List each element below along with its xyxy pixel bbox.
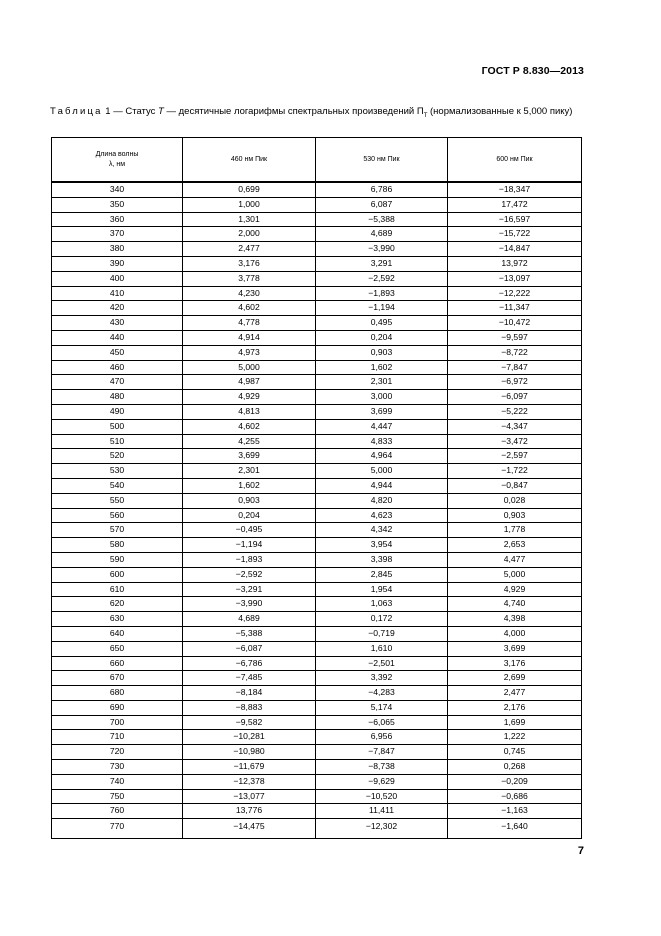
cell-600nm: −11,347 bbox=[448, 301, 582, 316]
cell-530nm: 1,610 bbox=[316, 641, 448, 656]
cell-600nm: 4,000 bbox=[448, 626, 582, 641]
cell-530nm: −1,893 bbox=[316, 286, 448, 301]
table-row bbox=[52, 330, 582, 345]
cell-530nm: −10,520 bbox=[316, 789, 448, 804]
cell-530nm: 3,954 bbox=[316, 538, 448, 553]
cell-wavelength: 370 bbox=[52, 227, 183, 242]
cell-wavelength: 390 bbox=[52, 256, 183, 271]
cell-530nm: −7,847 bbox=[316, 745, 448, 760]
cell-530nm: 3,392 bbox=[316, 671, 448, 686]
cell-wavelength: 580 bbox=[52, 538, 183, 553]
table-row bbox=[52, 197, 582, 212]
table-row bbox=[52, 242, 582, 257]
cell-600nm: 4,398 bbox=[448, 612, 582, 627]
cell-460nm: −2,592 bbox=[183, 567, 316, 582]
cell-600nm: −8,722 bbox=[448, 345, 582, 360]
cell-600nm: 4,929 bbox=[448, 582, 582, 597]
caption-number: 1 — Статус bbox=[102, 106, 159, 117]
cell-530nm: 6,786 bbox=[316, 182, 448, 197]
cell-460nm: 1,602 bbox=[183, 478, 316, 493]
cell-600nm: −1,640 bbox=[448, 819, 582, 839]
cell-460nm: −11,679 bbox=[183, 760, 316, 775]
cell-530nm: 4,820 bbox=[316, 493, 448, 508]
cell-460nm: 3,176 bbox=[183, 256, 316, 271]
cell-460nm: 4,987 bbox=[183, 375, 316, 390]
cell-530nm: 2,301 bbox=[316, 375, 448, 390]
cell-wavelength: 730 bbox=[52, 760, 183, 775]
table-row bbox=[52, 804, 582, 819]
cell-600nm: 0,268 bbox=[448, 760, 582, 775]
cell-wavelength: 560 bbox=[52, 508, 183, 523]
table-row bbox=[52, 434, 582, 449]
cell-530nm: 0,903 bbox=[316, 345, 448, 360]
table-row bbox=[52, 538, 582, 553]
cell-600nm: 2,653 bbox=[448, 538, 582, 553]
cell-wavelength: 750 bbox=[52, 789, 183, 804]
cell-600nm: −0,209 bbox=[448, 774, 582, 789]
cell-600nm: 1,222 bbox=[448, 730, 582, 745]
cell-460nm: 13,776 bbox=[183, 804, 316, 819]
cell-wavelength: 660 bbox=[52, 656, 183, 671]
cell-600nm: 2,477 bbox=[448, 686, 582, 701]
cell-460nm: 4,255 bbox=[183, 434, 316, 449]
header-600nm-peak: 600 нм Пик bbox=[448, 138, 582, 183]
cell-wavelength: 440 bbox=[52, 330, 183, 345]
cell-530nm: 1,063 bbox=[316, 597, 448, 612]
cell-600nm: −18,347 bbox=[448, 182, 582, 197]
cell-wavelength: 550 bbox=[52, 493, 183, 508]
cell-600nm: 13,972 bbox=[448, 256, 582, 271]
cell-530nm: 3,000 bbox=[316, 390, 448, 405]
cell-460nm: −12,378 bbox=[183, 774, 316, 789]
caption-label: Таблица bbox=[50, 106, 103, 117]
cell-600nm: −6,097 bbox=[448, 390, 582, 405]
cell-460nm: −3,291 bbox=[183, 582, 316, 597]
table-row bbox=[52, 256, 582, 271]
cell-460nm: −10,980 bbox=[183, 745, 316, 760]
cell-460nm: −7,485 bbox=[183, 671, 316, 686]
cell-wavelength: 610 bbox=[52, 582, 183, 597]
table-row bbox=[52, 760, 582, 775]
cell-530nm: −5,388 bbox=[316, 212, 448, 227]
cell-530nm: 5,000 bbox=[316, 464, 448, 479]
cell-600nm: −9,597 bbox=[448, 330, 582, 345]
table-row bbox=[52, 493, 582, 508]
cell-wavelength: 720 bbox=[52, 745, 183, 760]
cell-460nm: 4,602 bbox=[183, 419, 316, 434]
cell-600nm: −14,847 bbox=[448, 242, 582, 257]
table-row bbox=[52, 656, 582, 671]
cell-wavelength: 360 bbox=[52, 212, 183, 227]
cell-600nm: −0,686 bbox=[448, 789, 582, 804]
cell-600nm: 3,176 bbox=[448, 656, 582, 671]
cell-wavelength: 450 bbox=[52, 345, 183, 360]
cell-530nm: −1,194 bbox=[316, 301, 448, 316]
cell-600nm: −1,163 bbox=[448, 804, 582, 819]
cell-wavelength: 420 bbox=[52, 301, 183, 316]
cell-530nm: −6,065 bbox=[316, 715, 448, 730]
cell-600nm: −3,472 bbox=[448, 434, 582, 449]
cell-530nm: 6,956 bbox=[316, 730, 448, 745]
cell-600nm: 4,477 bbox=[448, 552, 582, 567]
cell-600nm: −1,722 bbox=[448, 464, 582, 479]
cell-530nm: 0,495 bbox=[316, 316, 448, 331]
cell-530nm: −2,501 bbox=[316, 656, 448, 671]
table-row bbox=[52, 715, 582, 730]
cell-wavelength: 500 bbox=[52, 419, 183, 434]
header-wavelength-line1: Длина волны bbox=[95, 150, 139, 158]
cell-600nm: −15,722 bbox=[448, 227, 582, 242]
cell-460nm: −1,194 bbox=[183, 538, 316, 553]
cell-600nm: −6,972 bbox=[448, 375, 582, 390]
cell-530nm: 1,954 bbox=[316, 582, 448, 597]
cell-530nm: −9,629 bbox=[316, 774, 448, 789]
table-row bbox=[52, 700, 582, 715]
cell-600nm: 2,176 bbox=[448, 700, 582, 715]
table-row bbox=[52, 345, 582, 360]
cell-530nm: 4,833 bbox=[316, 434, 448, 449]
cell-wavelength: 630 bbox=[52, 612, 183, 627]
cell-600nm: 4,740 bbox=[448, 597, 582, 612]
cell-600nm: 1,699 bbox=[448, 715, 582, 730]
cell-460nm: −0,495 bbox=[183, 523, 316, 538]
table-row bbox=[52, 360, 582, 375]
table-row bbox=[52, 404, 582, 419]
cell-wavelength: 600 bbox=[52, 567, 183, 582]
cell-530nm: 4,623 bbox=[316, 508, 448, 523]
cell-600nm: 5,000 bbox=[448, 567, 582, 582]
table-row bbox=[52, 375, 582, 390]
table-row bbox=[52, 390, 582, 405]
cell-600nm: −16,597 bbox=[448, 212, 582, 227]
cell-wavelength: 700 bbox=[52, 715, 183, 730]
cell-530nm: 4,944 bbox=[316, 478, 448, 493]
spectral-products-table bbox=[51, 137, 582, 839]
cell-460nm: 0,699 bbox=[183, 182, 316, 197]
cell-600nm: −13,097 bbox=[448, 271, 582, 286]
cell-460nm: 1,000 bbox=[183, 197, 316, 212]
cell-530nm: −3,990 bbox=[316, 242, 448, 257]
cell-530nm: −4,283 bbox=[316, 686, 448, 701]
cell-460nm: 2,000 bbox=[183, 227, 316, 242]
cell-wavelength: 510 bbox=[52, 434, 183, 449]
table-row bbox=[52, 730, 582, 745]
cell-wavelength: 340 bbox=[52, 182, 183, 197]
table-row bbox=[52, 626, 582, 641]
table-row bbox=[52, 449, 582, 464]
cell-530nm: 4,964 bbox=[316, 449, 448, 464]
cell-530nm: 6,087 bbox=[316, 197, 448, 212]
cell-530nm: 1,602 bbox=[316, 360, 448, 375]
document-standard-header: ГОСТ Р 8.830—2013 bbox=[481, 65, 584, 77]
cell-600nm: 17,472 bbox=[448, 197, 582, 212]
cell-600nm: −0,847 bbox=[448, 478, 582, 493]
cell-460nm: −8,184 bbox=[183, 686, 316, 701]
cell-wavelength: 740 bbox=[52, 774, 183, 789]
cell-460nm: 2,477 bbox=[183, 242, 316, 257]
table-row bbox=[52, 789, 582, 804]
header-wavelength-line2: λ, нм bbox=[108, 160, 126, 168]
caption-status: T bbox=[158, 106, 164, 117]
cell-wavelength: 650 bbox=[52, 641, 183, 656]
cell-wavelength: 760 bbox=[52, 804, 183, 819]
table-row bbox=[52, 582, 582, 597]
cell-530nm: −2,592 bbox=[316, 271, 448, 286]
cell-wavelength: 490 bbox=[52, 404, 183, 419]
cell-600nm: 0,903 bbox=[448, 508, 582, 523]
cell-600nm: 2,699 bbox=[448, 671, 582, 686]
cell-460nm: 0,903 bbox=[183, 493, 316, 508]
cell-460nm: 2,301 bbox=[183, 464, 316, 479]
cell-530nm: 4,447 bbox=[316, 419, 448, 434]
cell-460nm: −14,475 bbox=[183, 819, 316, 839]
table-row bbox=[52, 478, 582, 493]
cell-wavelength: 480 bbox=[52, 390, 183, 405]
cell-wavelength: 680 bbox=[52, 686, 183, 701]
cell-530nm: 0,204 bbox=[316, 330, 448, 345]
cell-460nm: 5,000 bbox=[183, 360, 316, 375]
table-row bbox=[52, 612, 582, 627]
cell-600nm: −4,347 bbox=[448, 419, 582, 434]
table-caption bbox=[50, 105, 585, 123]
cell-460nm: −10,281 bbox=[183, 730, 316, 745]
cell-wavelength: 620 bbox=[52, 597, 183, 612]
cell-460nm: −6,786 bbox=[183, 656, 316, 671]
cell-530nm: 11,411 bbox=[316, 804, 448, 819]
header-460nm-peak: 460 нм Пик bbox=[183, 138, 316, 183]
table-header-row bbox=[52, 138, 582, 183]
cell-460nm: 1,301 bbox=[183, 212, 316, 227]
caption-subscript: T bbox=[423, 112, 428, 119]
cell-530nm: 3,291 bbox=[316, 256, 448, 271]
table-row bbox=[52, 464, 582, 479]
cell-530nm: 3,699 bbox=[316, 404, 448, 419]
caption-tail: (нормализованные к 5,000 пику) bbox=[427, 106, 573, 117]
table-row bbox=[52, 182, 582, 197]
cell-wavelength: 460 bbox=[52, 360, 183, 375]
cell-460nm: 4,689 bbox=[183, 612, 316, 627]
cell-530nm: 5,174 bbox=[316, 700, 448, 715]
cell-wavelength: 640 bbox=[52, 626, 183, 641]
table-row bbox=[52, 523, 582, 538]
cell-460nm: −5,388 bbox=[183, 626, 316, 641]
cell-wavelength: 520 bbox=[52, 449, 183, 464]
table-row bbox=[52, 671, 582, 686]
cell-wavelength: 430 bbox=[52, 316, 183, 331]
table-body bbox=[52, 182, 582, 839]
cell-wavelength: 410 bbox=[52, 286, 183, 301]
cell-wavelength: 710 bbox=[52, 730, 183, 745]
table-row bbox=[52, 552, 582, 567]
cell-530nm: −8,738 bbox=[316, 760, 448, 775]
cell-wavelength: 570 bbox=[52, 523, 183, 538]
table-row bbox=[52, 301, 582, 316]
cell-460nm: 4,929 bbox=[183, 390, 316, 405]
page-number: 7 bbox=[577, 845, 584, 857]
cell-460nm: −1,893 bbox=[183, 552, 316, 567]
cell-600nm: −7,847 bbox=[448, 360, 582, 375]
cell-wavelength: 530 bbox=[52, 464, 183, 479]
cell-wavelength: 350 bbox=[52, 197, 183, 212]
cell-wavelength: 400 bbox=[52, 271, 183, 286]
table-row bbox=[52, 597, 582, 612]
table-row bbox=[52, 419, 582, 434]
cell-460nm: −8,883 bbox=[183, 700, 316, 715]
header-530nm-peak: 530 нм Пик bbox=[316, 138, 448, 183]
cell-wavelength: 470 bbox=[52, 375, 183, 390]
cell-530nm: 3,398 bbox=[316, 552, 448, 567]
cell-530nm: −0,719 bbox=[316, 626, 448, 641]
cell-530nm: 2,845 bbox=[316, 567, 448, 582]
cell-wavelength: 380 bbox=[52, 242, 183, 257]
cell-wavelength: 670 bbox=[52, 671, 183, 686]
cell-460nm: −3,990 bbox=[183, 597, 316, 612]
cell-wavelength: 540 bbox=[52, 478, 183, 493]
cell-460nm: −13,077 bbox=[183, 789, 316, 804]
cell-600nm: 1,778 bbox=[448, 523, 582, 538]
cell-460nm: 4,602 bbox=[183, 301, 316, 316]
cell-460nm: 3,778 bbox=[183, 271, 316, 286]
cell-600nm: −12,222 bbox=[448, 286, 582, 301]
cell-460nm: 3,699 bbox=[183, 449, 316, 464]
cell-530nm: 4,689 bbox=[316, 227, 448, 242]
header-wavelength bbox=[52, 138, 183, 183]
cell-460nm: −6,087 bbox=[183, 641, 316, 656]
table-row bbox=[52, 212, 582, 227]
table-row bbox=[52, 508, 582, 523]
cell-600nm: 3,699 bbox=[448, 641, 582, 656]
table-row bbox=[52, 774, 582, 789]
table-row bbox=[52, 271, 582, 286]
cell-600nm: −2,597 bbox=[448, 449, 582, 464]
table-row bbox=[52, 227, 582, 242]
table-row bbox=[52, 819, 582, 839]
cell-530nm: 4,342 bbox=[316, 523, 448, 538]
cell-wavelength: 690 bbox=[52, 700, 183, 715]
table-row bbox=[52, 745, 582, 760]
cell-530nm: −12,302 bbox=[316, 819, 448, 839]
cell-600nm: −10,472 bbox=[448, 316, 582, 331]
cell-600nm: 0,745 bbox=[448, 745, 582, 760]
cell-600nm: −5,222 bbox=[448, 404, 582, 419]
cell-460nm: 4,813 bbox=[183, 404, 316, 419]
cell-460nm: 0,204 bbox=[183, 508, 316, 523]
caption-text: — десятичные логарифмы спектральных произведений П bbox=[163, 106, 424, 117]
cell-600nm: 0,028 bbox=[448, 493, 582, 508]
table-row bbox=[52, 567, 582, 582]
cell-460nm: 4,778 bbox=[183, 316, 316, 331]
table-row bbox=[52, 286, 582, 301]
table-row bbox=[52, 316, 582, 331]
cell-460nm: 4,230 bbox=[183, 286, 316, 301]
cell-wavelength: 770 bbox=[52, 819, 183, 839]
cell-460nm: 4,914 bbox=[183, 330, 316, 345]
cell-460nm: 4,973 bbox=[183, 345, 316, 360]
cell-460nm: −9,582 bbox=[183, 715, 316, 730]
cell-wavelength: 590 bbox=[52, 552, 183, 567]
cell-530nm: 0,172 bbox=[316, 612, 448, 627]
table-row bbox=[52, 641, 582, 656]
table-row bbox=[52, 686, 582, 701]
